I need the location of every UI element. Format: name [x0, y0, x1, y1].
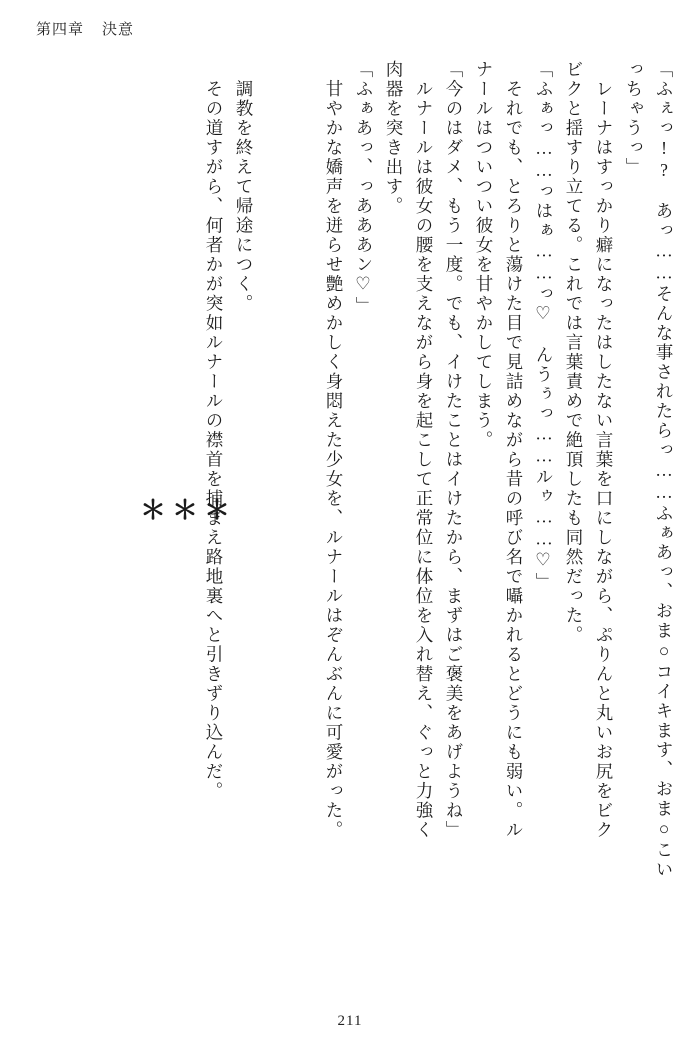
- running-header: [36, 18, 134, 39]
- text-column: 甘やかな嬌声を迸らせ艶めかしく身悶えた少女を、ルナールはぞんぶんに可愛がった。: [324, 60, 344, 840]
- text-column: っちゃうっ」: [624, 60, 644, 177]
- text-column: 「ふぁっ……っはぁ……っ♡ んうぅっ……ルゥ……♡」: [534, 60, 554, 592]
- chapter-title: 決意: [102, 22, 135, 38]
- text-column: 「ふぁあっ、っあああン♡」: [354, 60, 374, 316]
- text-column: レーナはすっかり癖になったはしたない言葉を口にしながら、ぷりんと丸いお尻をビク: [594, 60, 614, 840]
- text-column: 調教を終えて帰途につく。: [234, 60, 254, 314]
- vertical-text-body: [28, 60, 672, 990]
- text-column: 「今のはダメ、もう一度。でも、イけたことはイけたから、まずはご褒美をあげようね」: [444, 60, 464, 840]
- text-column: [282, 60, 312, 980]
- page-number: 211: [337, 1013, 363, 1029]
- text-column: ルナールは彼女の腰を支えながら身を起こして正常位に体位を入れ替え、ぐっと力強く: [414, 60, 434, 840]
- text-column: 肉器を突き出す。: [384, 60, 404, 216]
- scene-break: ＊＊＊: [140, 496, 237, 525]
- text-column: それでも、とろりと蕩けた目で見詰めながら昔の呼び名で囁かれるとどうにも弱い。ル: [504, 60, 524, 840]
- text-column: ナールはついつい彼女を甘やかしてしまう。: [474, 60, 494, 450]
- chapter-number: 第四章: [36, 22, 85, 38]
- text-column: ビクと揺すり立てる。これでは言葉責めで絶頂したも同然だった。: [564, 60, 584, 645]
- text-column: [252, 60, 282, 980]
- text-column: その道すがら、何者かが突如ルナールの襟首を捕まえ路地裏へと引きずり込んだ。: [204, 60, 224, 801]
- text-column: 「ふぇっ!? あっ……そんな事されたらっ……ふぁあっ、おま○コイキます、おま○こい: [654, 60, 674, 880]
